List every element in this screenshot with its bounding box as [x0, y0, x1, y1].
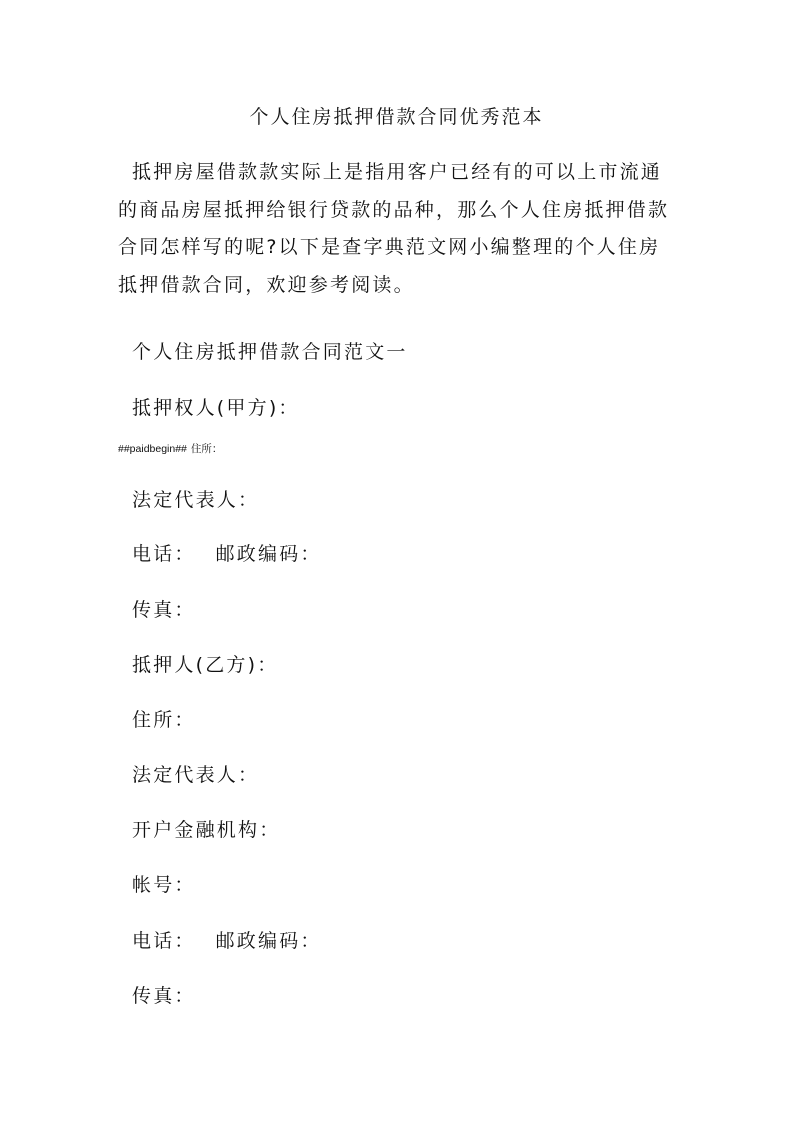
- party-b-heading: 抵押人(乙方)：: [132, 654, 279, 676]
- section-heading: 个人住房抵押借款合同范文一: [132, 341, 408, 363]
- party-a-address-label: 住所：: [190, 443, 223, 455]
- party-b-postcode-label: 邮政编码：: [215, 930, 322, 952]
- party-a-postcode-label: 邮政编码：: [215, 543, 322, 565]
- party-a-heading: 抵押权人(甲方)：: [132, 397, 300, 419]
- party-b-address-label: 住所：: [132, 709, 196, 731]
- party-b-phone-label: 电话：: [132, 930, 196, 952]
- party-b-legal-rep-label: 法定代表人：: [132, 764, 260, 786]
- paid-marker: ##paidbegin##: [118, 443, 187, 455]
- party-a-legal-rep-label: 法定代表人：: [132, 489, 260, 511]
- party-b-fax-label: 传真：: [132, 985, 196, 1007]
- document-title: 个人住房抵押借款合同优秀范本: [249, 106, 544, 128]
- party-a-address-row: [118, 442, 222, 456]
- party-b-contact-row: [132, 928, 322, 954]
- intro-paragraph: 抵押房屋借款款实际上是指用客户已经有的可以上市流通的商品房屋抵押给银行贷款的品种，那么个人住房抵押借款合同怎样写的呢?以下是查字典范文网小编整理的个人住房抵押借款合同，欢迎参考阅读。: [118, 161, 670, 296]
- party-a-contact-row: [132, 541, 322, 567]
- party-b-bank-label: 开户金融机构：: [132, 819, 281, 841]
- party-a-phone-label: 电话：: [132, 543, 196, 565]
- party-b-account-label: 帐号：: [132, 874, 196, 896]
- party-a-fax-label: 传真：: [132, 599, 196, 621]
